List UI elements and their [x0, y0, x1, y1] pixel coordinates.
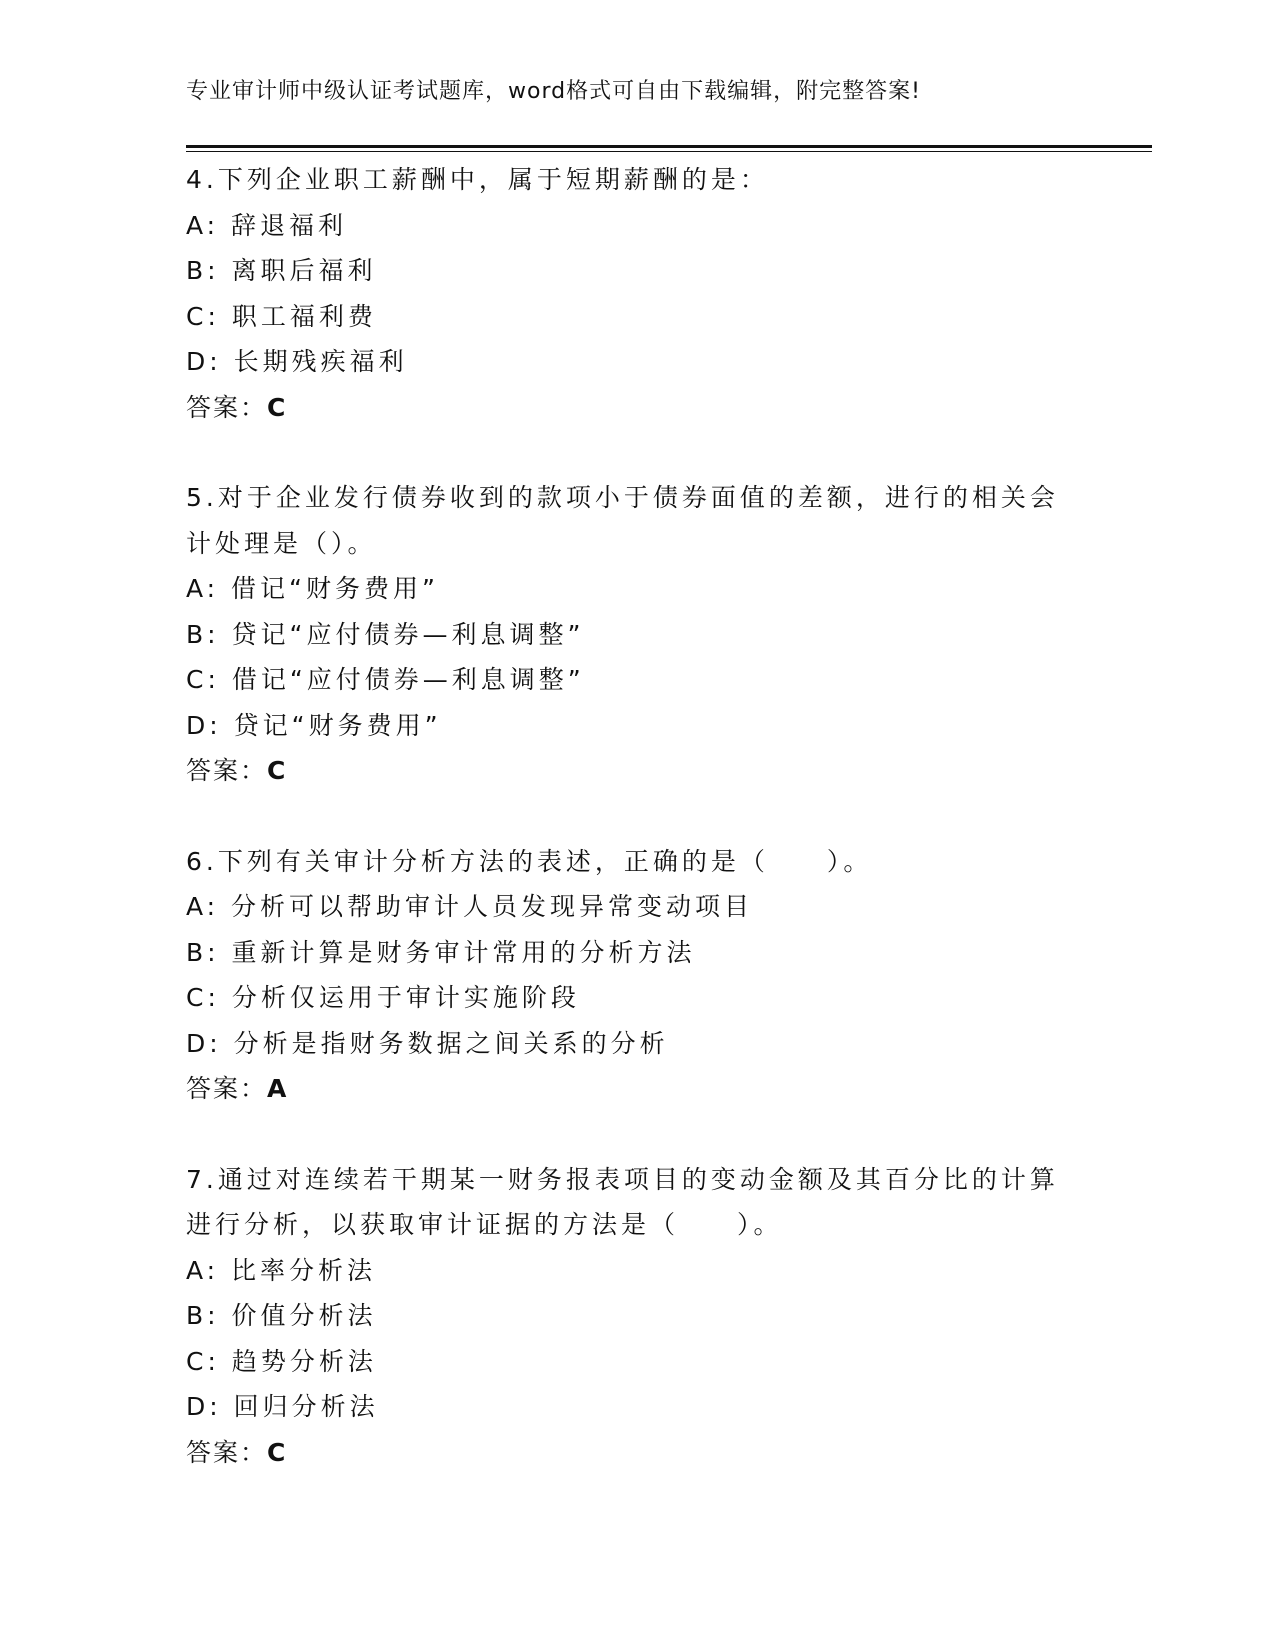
option-c: C: 借记“应付债券—利息调整”	[186, 665, 585, 694]
answer-value: A	[267, 1074, 289, 1103]
question-stem: 7.通过对连续若干期某一财务报表项目的变动金额及其百分比的计算	[186, 1164, 1059, 1194]
option-d: D: 分析是指财务数据之间关系的分析	[186, 1028, 669, 1058]
answer-label: 答案：	[186, 1437, 268, 1467]
answer-line	[186, 385, 1086, 431]
question-list	[186, 157, 1086, 1520]
option-b: B: 价值分析法	[186, 1301, 377, 1330]
header-rule-thin	[186, 151, 1152, 152]
option-a: A: 借记“财务费用”	[186, 574, 439, 603]
option-d: D: 回归分析法	[186, 1392, 379, 1421]
answer-label: 答案：	[186, 1074, 268, 1103]
option-b: B: 重新计算是财务审计常用的分析方法	[186, 937, 696, 967]
answer-value: C	[267, 392, 288, 422]
answer-line	[186, 1430, 1086, 1476]
answer-line	[186, 748, 1086, 794]
question-stem-continued: 计处理是（）。	[186, 528, 377, 558]
option-d: D: 长期残疾福利	[186, 347, 408, 376]
question-stem: 6.下列有关审计分析方法的表述，正确的是（ ）。	[186, 846, 873, 876]
option-a: A: 分析可以帮助审计人员发现异常变动项目	[186, 892, 754, 921]
option-c: C: 趋势分析法	[186, 1346, 377, 1376]
option-a: A: 辞退福利	[186, 210, 348, 240]
option-b: B: 贷记“应付债券—利息调整”	[186, 619, 585, 649]
question-7	[186, 1157, 1086, 1476]
question-4	[186, 157, 1086, 430]
option-b: B: 离职后福利	[186, 256, 377, 285]
question-5	[186, 475, 1086, 794]
answer-label: 答案：	[186, 392, 268, 422]
question-stem: 4.下列企业职工薪酬中，属于短期薪酬的是：	[186, 165, 769, 194]
question-stem: 5.对于企业发行债券收到的款项小于债券面值的差额，进行的相关会	[186, 483, 1059, 512]
answer-value: C	[267, 1437, 288, 1467]
answer-line	[186, 1066, 1086, 1112]
header-rule-thick	[186, 145, 1152, 148]
document-header: 专业审计师中级认证考试题库，word格式可自由下载编辑，附完整答案!	[186, 79, 921, 104]
question-stem-continued: 进行分析，以获取审计证据的方法是（ ）。	[186, 1210, 783, 1239]
option-d: D: 贷记“财务费用”	[186, 710, 442, 740]
answer-value: C	[267, 756, 288, 785]
question-6	[186, 839, 1086, 1112]
option-c: C: 职工福利费	[186, 301, 377, 331]
option-a: A: 比率分析法	[186, 1255, 377, 1285]
answer-label: 答案：	[186, 756, 268, 785]
option-c: C: 分析仅运用于审计实施阶段	[186, 983, 580, 1012]
